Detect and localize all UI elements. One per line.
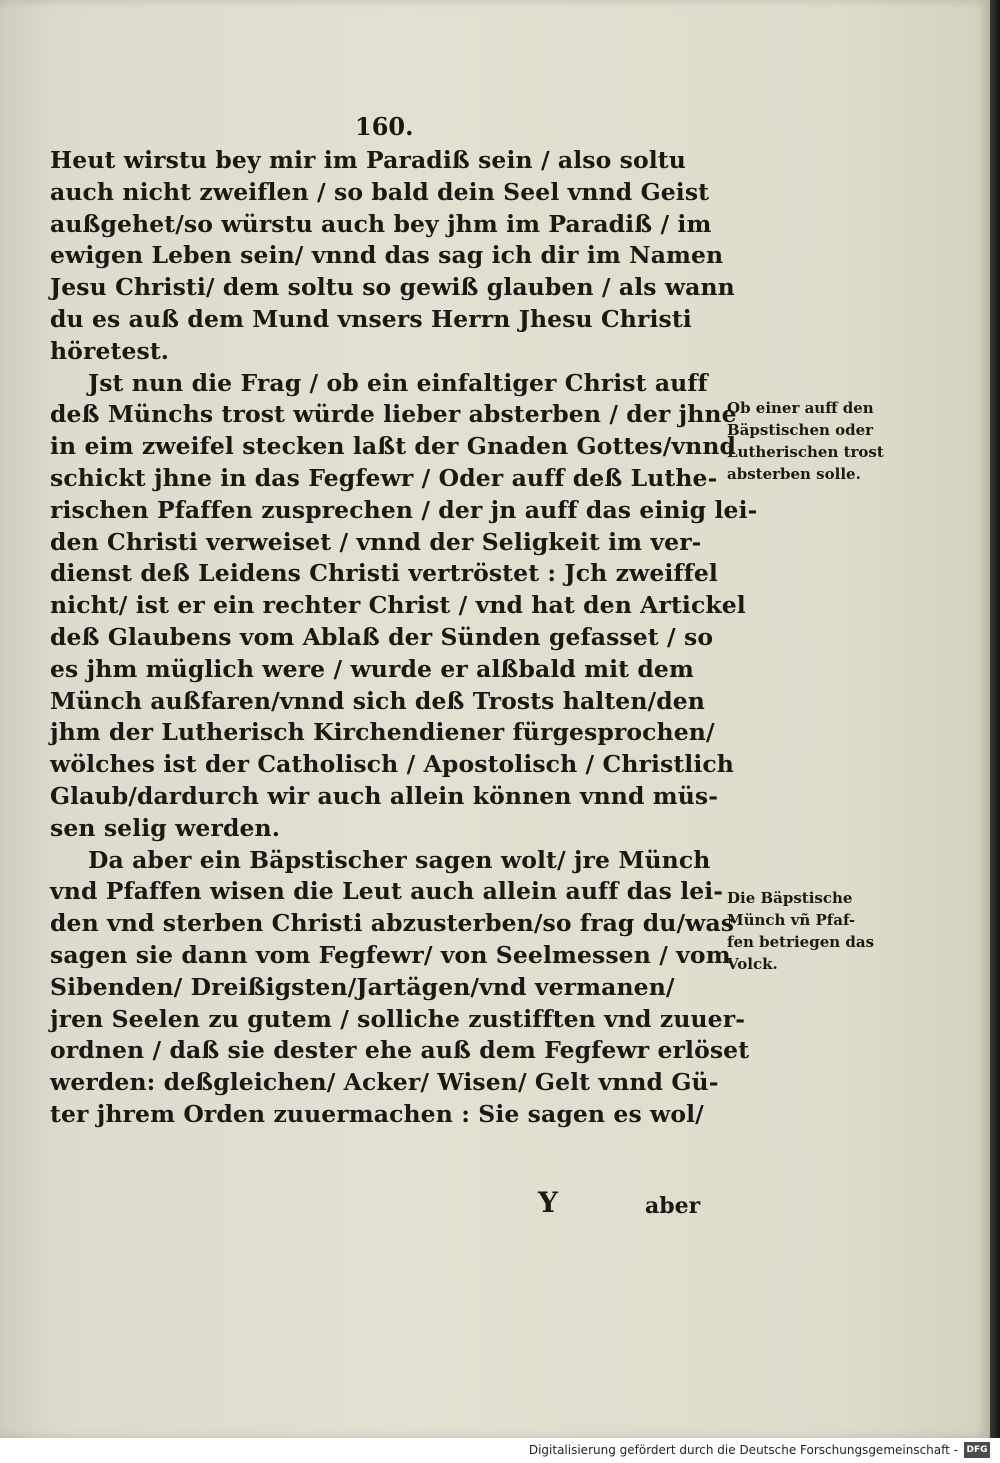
margin-note-line: absterben solle. — [727, 465, 861, 483]
margin-note — [727, 397, 897, 485]
footer-credit: Digitalisierung gefördert durch die Deutsche Forschungsgemeinschaft - — [528, 1443, 958, 1457]
text-line: den vnd sterben Christi abzusterben/so frag du/was — [50, 909, 735, 938]
margin-note-line: Ob einer auff den — [727, 399, 874, 417]
text-line: Jst nun die Frag / ob ein einfaltiger Christ auff — [88, 368, 708, 397]
text-line: Glaub/dardurch wir auch allein können vnnd müs- — [50, 781, 719, 810]
footer-bar — [0, 1438, 1000, 1463]
page-edge-shadow — [990, 0, 1000, 1438]
text-line: schickt jhne in das Fegfewr / Oder auff deß Luthe- — [50, 463, 718, 492]
text-line: höretest. — [50, 336, 170, 365]
text-line: dienst deß Leidens Christi vertröstet : Jch zweiffel — [50, 559, 718, 588]
text-line: rischen Pfaffen zusprechen / der jn auff das einig lei- — [50, 495, 758, 524]
text-line: in eim zweifel stecken laßt der Gnaden Gottes/vnnd — [50, 432, 737, 461]
text-line: jren Seelen zu gutem / solliche zustifften vnd zuuer- — [50, 1004, 746, 1033]
text-line: jhm der Lutherisch Kirchendiener fürgesprochen/ — [50, 718, 715, 747]
text-line: es jhm müglich were / wurde er alßbald mit dem — [50, 654, 694, 683]
margin-note-line: fen betriegen das — [727, 933, 875, 951]
margin-note — [727, 887, 897, 975]
text-line: deß Münchs trost würde lieber absterben / der jhne — [50, 400, 737, 429]
text-line: du es auß dem Mund vnsers Herrn Jhesu Christi — [50, 304, 692, 333]
margin-note-line: Volck. — [727, 955, 778, 973]
text-line: deß Glaubens vom Ablaß der Sünden gefasset / so — [50, 622, 714, 651]
margin-note-line: Bäpstischen oder — [727, 421, 874, 439]
text-line: ewigen Leben sein/ vnnd das sag ich dir im Namen — [50, 241, 724, 270]
margin-note-line: Münch vñ Pfaf- — [727, 911, 856, 929]
signature-mark: Y — [538, 1186, 558, 1219]
text-line: Münch außfaren/vnnd sich deß Trosts halten/den — [50, 686, 705, 715]
text-line: den Christi verweiset / vnnd der Seligkeit im ver- — [50, 527, 702, 556]
text-line: Heut wirstu bey mir im Paradiß sein / also soltu — [50, 146, 686, 174]
text-line: auch nicht zweiflen / so bald dein Seel vnnd Geist — [50, 177, 710, 206]
text-line: Jesu Christi/ dem soltu so gewiß glauben / als wann — [50, 273, 735, 302]
text-line: sagen sie dann vom Fegfewr/ von Seelmessen / vom — [50, 940, 731, 969]
margin-note-line: Die Bäpstische — [727, 889, 853, 907]
text-line: Da aber ein Bäpstischer sagen wolt/ jre Münch — [88, 845, 711, 874]
dfg-logo: DFG — [964, 1442, 990, 1458]
text-line: werden: deßgleichen/ Acker/ Wisen/ Gelt vnnd Gü- — [50, 1068, 719, 1097]
text-line: nicht/ ist er ein rechter Christ / vnd hat den Artickel — [50, 591, 746, 620]
text-line: Sibenden/ Dreißigsten/Jartägen/vnd vermanen/ — [50, 972, 675, 1001]
text-line: ter jhrem Orden zuuermachen : Sie sagen es wol/ — [50, 1099, 704, 1128]
text-line: sen selig werden. — [50, 813, 281, 842]
catchword: aber — [645, 1193, 701, 1219]
page-number: 160. — [355, 112, 414, 141]
text-line: außgehet/so würstu auch bey jhm im Paradiß / im — [50, 209, 712, 238]
text-line: ordnen / daß sie dester ehe auß dem Fegfewr erlöset — [50, 1036, 750, 1065]
text-line: vnd Pfaffen wisen die Leut auch allein auff das lei- — [50, 877, 724, 906]
margin-note-line: Lutherischen trost — [727, 443, 884, 461]
text-line: wölches ist der Catholisch / Apostolisch / Christlich — [50, 750, 734, 779]
